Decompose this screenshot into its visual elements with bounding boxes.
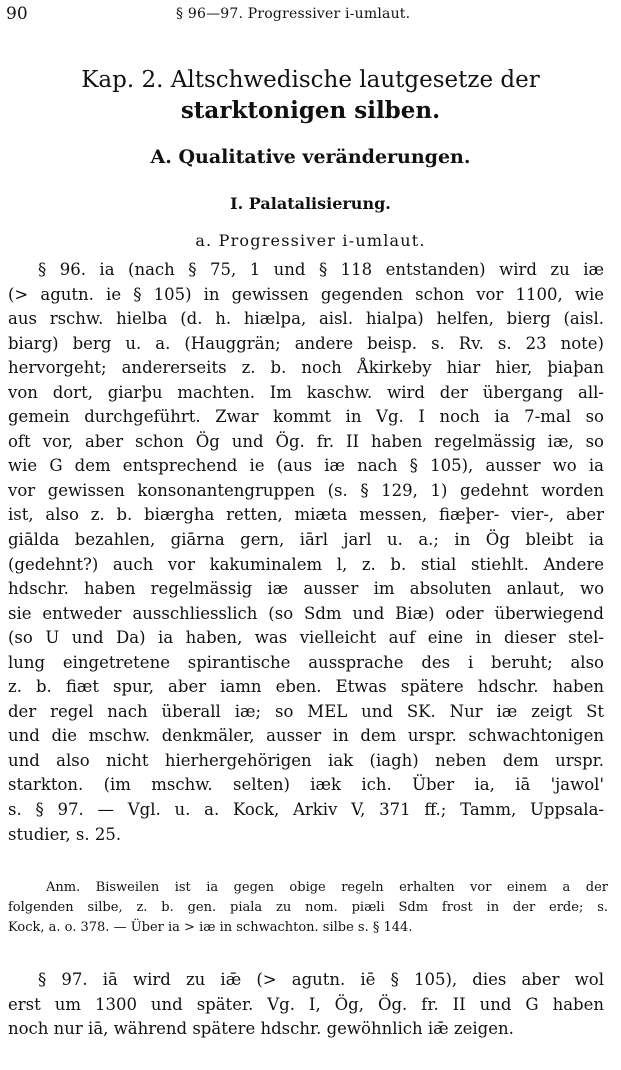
text-line: vor gewissen konsonantengruppen (s. § 129, 1) gedehnt worden [8,480,604,500]
text-line: aus rschw. hielba (d. h. hiælpa, aisl. hialpa) helfen, bierg (aisl. [8,309,604,329]
text-line: gemein durchgeführt. Zwar kommt in Vg. I noch ia 7-mal so [8,407,604,427]
chapter-title-line-2: starktonigen silben. [180,97,441,124]
text-line: § 97. iā wird zu iǣ (> agutn. iē § 105), dies aber wol [38,970,604,989]
annotation-line: folgenden silbe, z. b. gen. piala zu nom. piæli Sdm frost in der erde; s. [8,900,608,915]
text-line: noch nur iā, während spätere hdschr. gewöhnlich iǣ zeigen. [8,1019,514,1039]
section-heading-a: A. Qualitative veränderungen. [150,146,471,168]
text-line: hervorgeht; andererseits z. b. noch Åkirkeby hiar hier, þiaþan [8,358,604,378]
annotation-line: Kock, a. o. 378. — Über ia > iæ in schwachton. silbe s. § 144. [8,920,413,935]
chapter-title-line-1: Kap. 2. Altschwedische lautgesetze der [81,67,540,93]
text-line: s. § 97. — Vgl. u. a. Kock, Arkiv V, 371 ff.; Tamm, Uppsala- [8,800,604,820]
text-line: starkton. (im mschw. selten) iæk ich. Über ia, iā 'jawol' [8,775,604,795]
text-line: erst um 1300 und später. Vg. I, Ög, Ög. fr. II und G haben [8,994,604,1014]
paragraph-96 [8,258,604,847]
text-line: lung eingetretene spirantische aussprache des i beruht; also [8,652,604,672]
text-line: oft vor, aber schon Ög und Ög. fr. II haben regelmässig iæ, so [8,431,604,451]
subsection-heading: a. Progressiver i-umlaut. [195,231,426,250]
text-line: (> agutn. ie § 105) in gewissen gegenden schon vor 1100, wie [8,284,604,304]
section-heading-i: I. Palatalisierung. [230,194,391,213]
text-line: und also nicht hierhergehörigen iak (iagh) neben dem urspr. [8,750,604,770]
text-line: (gedehnt?) auch vor kakuminalem l, z. b. stial stiehlt. Andere [8,554,604,574]
text-line: studier, s. 25. [8,824,122,844]
text-line: z. b. fiæt spur, aber iamn eben. Etwas spätere hdschr. haben [8,677,604,697]
text-line: giālda bezahlen, giārna gern, iārl jarl u. a.; in Ög bleibt ia [8,530,604,550]
annotation-note [8,878,608,938]
paragraph-97 [8,968,604,1042]
text-line: biarg) berg u. a. (Hauggrän; andere beisp. s. Rv. s. 23 note) [8,333,604,353]
text-line: und die mschw. denkmäler, ausser in dem urspr. schwachtonigen [8,726,604,746]
text-line: der regel nach überall iæ; so MEL und SK. Nur iæ zeigt St [8,701,604,721]
text-line: wie G dem entsprechend ie (aus iæ nach § 105), ausser wo ia [8,456,604,476]
running-head: § 96—97. Progressiver i-umlaut. [176,6,411,22]
text-line: von dort, giarþu machten. Im kaschw. wird der übergang all- [8,382,604,402]
text-line: hdschr. haben regelmässig iæ ausser im absoluten anlaut, wo [8,579,604,599]
page-number: 90 [6,4,28,24]
text-line: (so U und Da) ia haben, was vielleicht auf eine in dieser stel- [8,628,604,648]
text-line: § 96. ia (nach § 75, 1 und § 118 entstanden) wird zu iæ [38,260,604,279]
text-line: ist, also z. b. biærgha retten, miæta messen, fiæþer- vier-, aber [8,505,604,525]
text-line: sie entweder ausschliesslich (so Sdm und Biæ) oder überwiegend [8,603,604,623]
annotation-line: Anm. Bisweilen ist ia gegen obige regeln erhalten vor einem a der [46,880,608,895]
